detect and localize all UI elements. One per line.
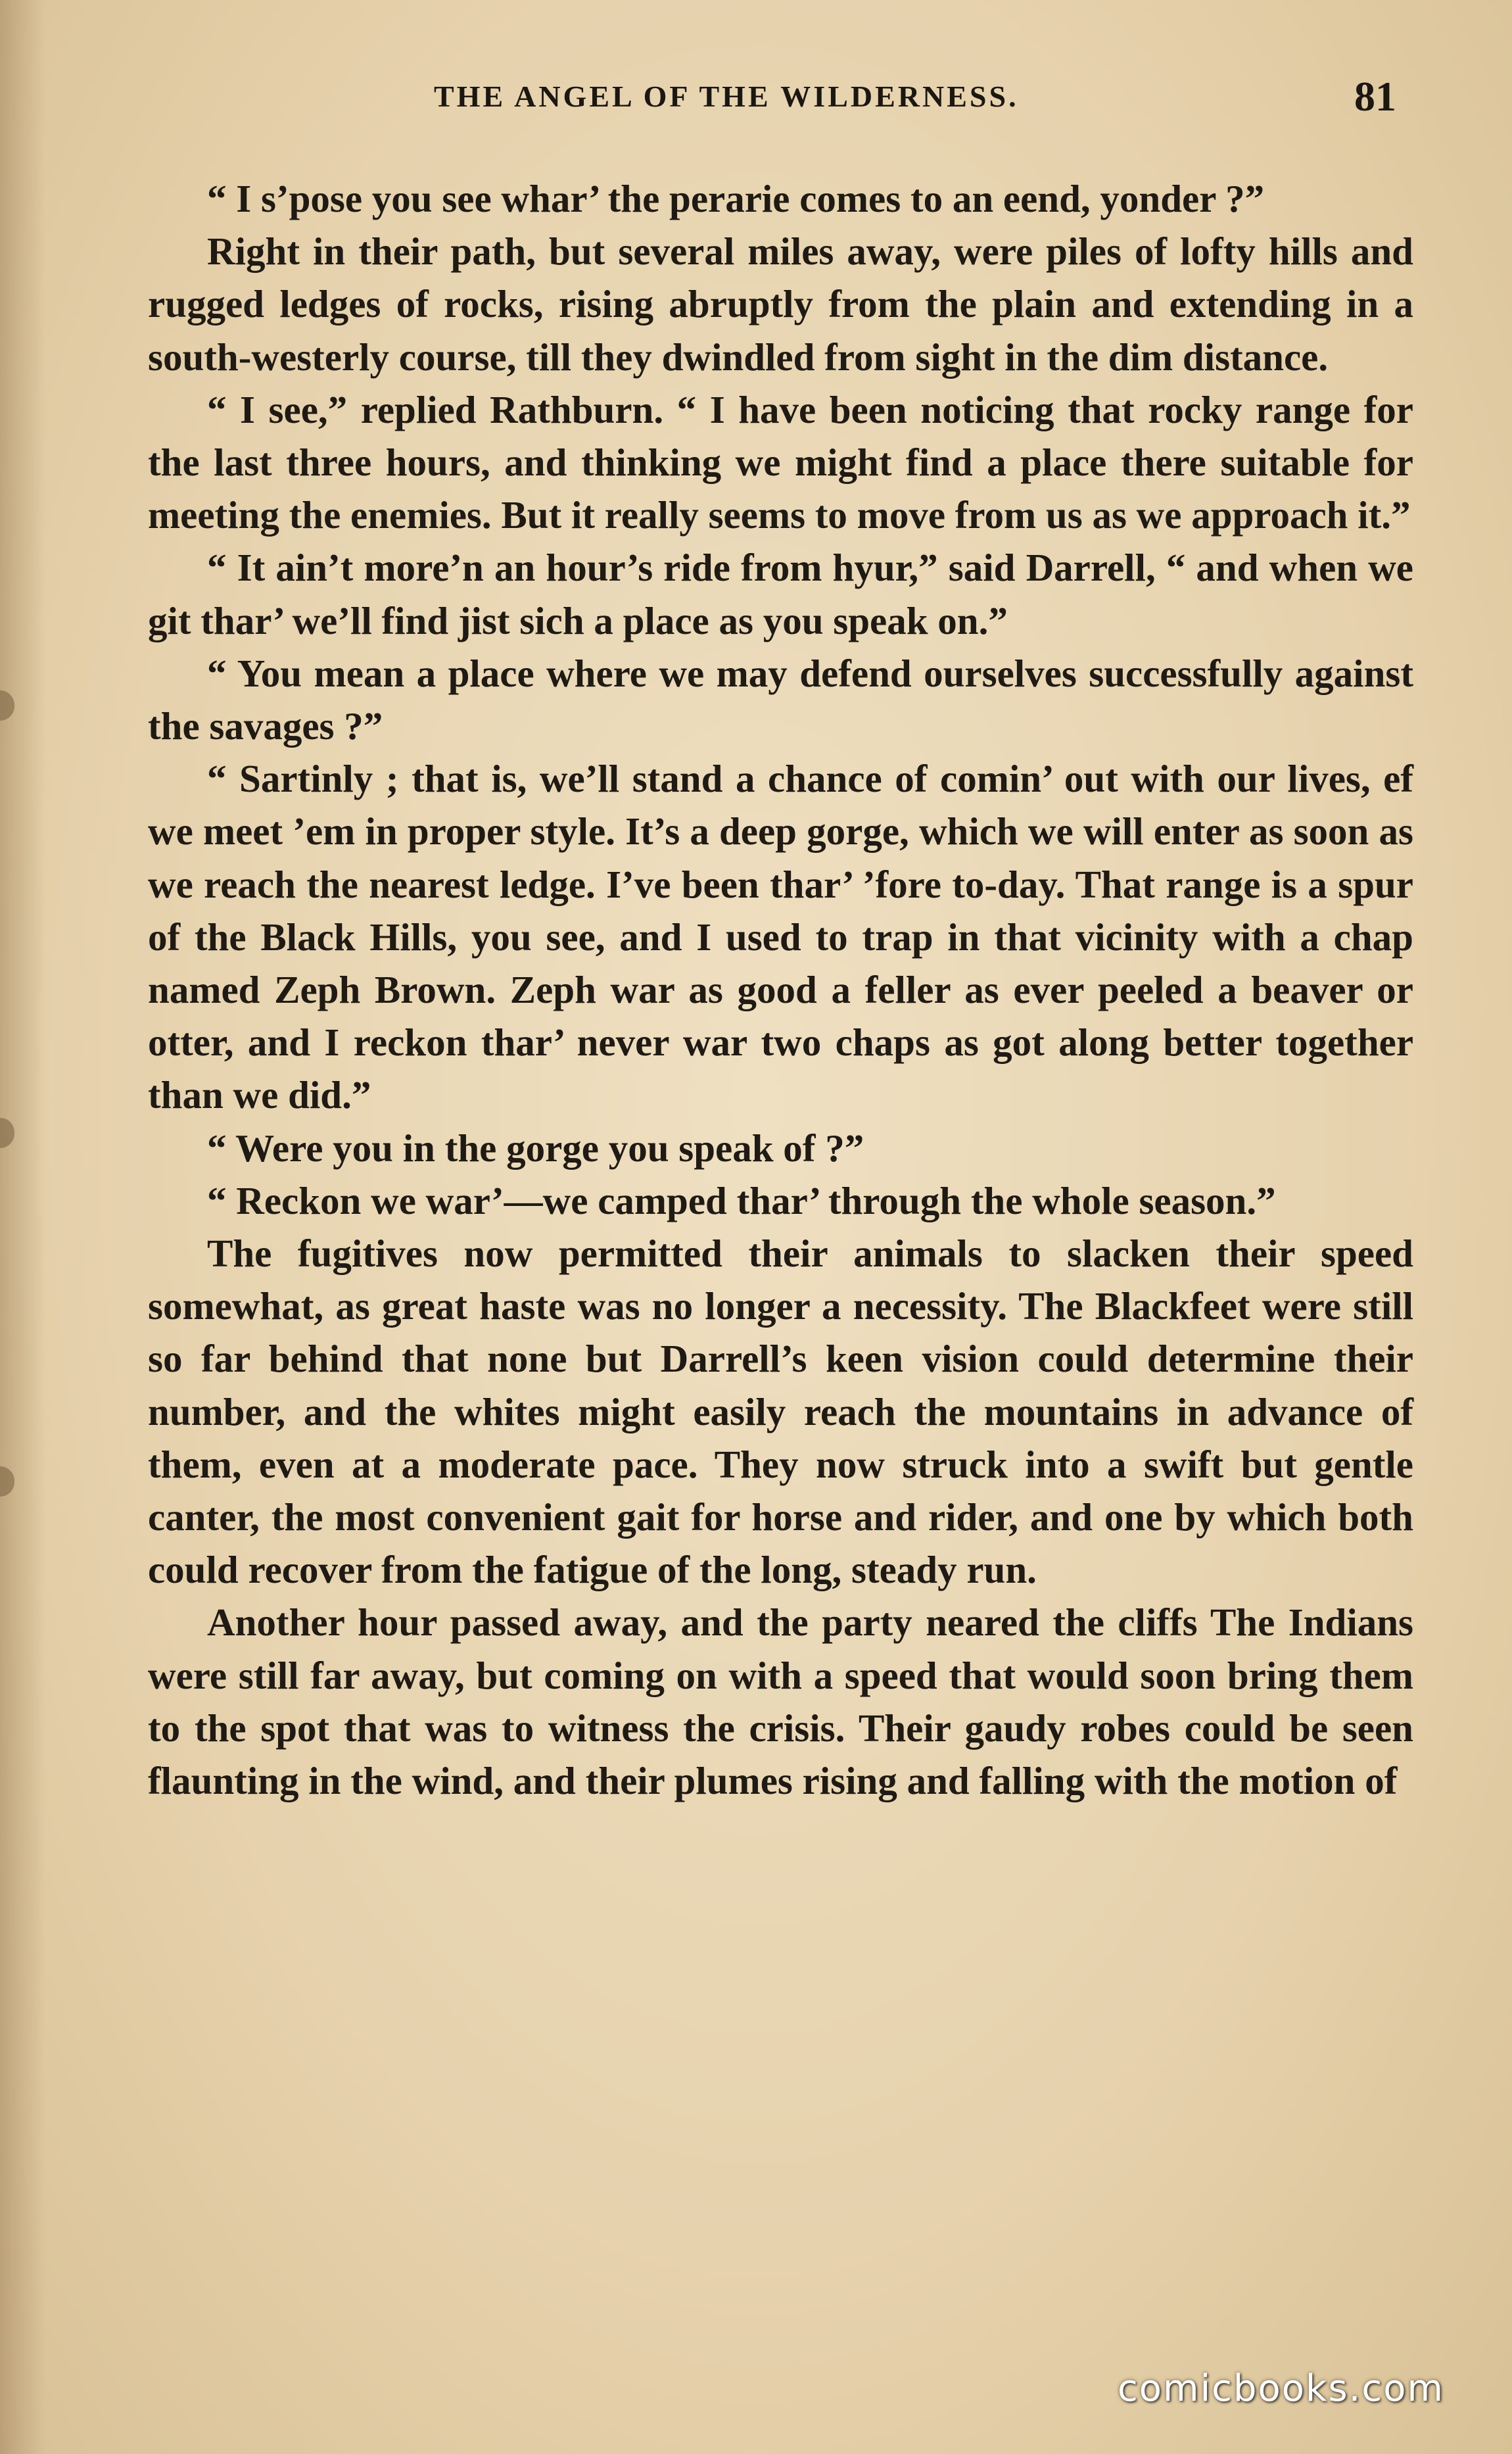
page-edge-shadow bbox=[0, 0, 46, 2454]
paragraph: “ I s’pose you see whar’ the perarie comes to an eend, yonder ?” bbox=[207, 177, 1265, 220]
paragraph: “ You mean a place where we may defend ourselves successfully against the savages ?” bbox=[148, 651, 1413, 748]
page-number: 81 bbox=[1354, 73, 1396, 120]
running-head: THE ANGEL OF THE WILDERNESS. bbox=[434, 80, 1019, 113]
paragraph: “ Were you in the gorge you speak of ?” bbox=[207, 1126, 864, 1170]
body-text bbox=[148, 172, 1413, 1807]
paragraph: “ Reckon we war’—we camped thar’ through the whole season.” bbox=[207, 1178, 1276, 1222]
paragraph: Another hour passed away, and the party neared the cliffs The Indians were still far away, but coming on with a speed that would soon bring them to the spot that was to witness the crisis. Their gaudy robes could be seen flaunting in the wind, and their plumes rising and falling with the motion of bbox=[148, 1600, 1413, 1803]
paragraph: The fugitives now permitted their animals to slacken their speed somewhat, as great haste was no longer a necessity. The Blackfeet were still so far behind that none but Darrell’s keen vision could determine their number, and the whites might easily reach the mountains in advance of them, even at a moderate pace. They now struck into a swift but gentle canter, the most convenient gait for horse and rider, and one by which both could recover from the fatigue of the long, steady run. bbox=[148, 1232, 1413, 1592]
paragraph: “ Sartinly ; that is, we’ll stand a chance of comin’ out with our lives, ef we meet ’em in proper style. It’s a deep gorge, which we will enter as soon as we reach the nearest ledge. I’ve been thar’ ’fore to-day. That range is a spur of the Black Hills, you see, and I used to trap in that vicinity with a chap named Zeph Brown. Zeph war as good a feller as ever peeled a beaver or otter, and I reckon thar’ never war two chaps as got along better together than we did.” bbox=[148, 757, 1413, 1117]
watermark: comicbooks.com bbox=[1118, 2367, 1445, 2410]
page-header bbox=[0, 72, 1512, 125]
paragraph: “ I see,” replied Rathburn. “ I have been noticing that rocky range for the last three hours, and thinking we might find a place there suitable for meeting the enemies. But it really seems to move from us as we approach it.” bbox=[148, 387, 1413, 537]
paragraph: Right in their path, but several miles away, were piles of lofty hills and rugged ledges of rocks, rising abruptly from the plain and extending in a south-westerly course, till they dwindled from sight in the dim distance. bbox=[148, 229, 1413, 379]
paragraph: “ It ain’t more’n an hour’s ride from hyur,” said Darrell, “ and when we git thar’ we’ll find jist sich a place as you speak on.” bbox=[148, 546, 1413, 642]
